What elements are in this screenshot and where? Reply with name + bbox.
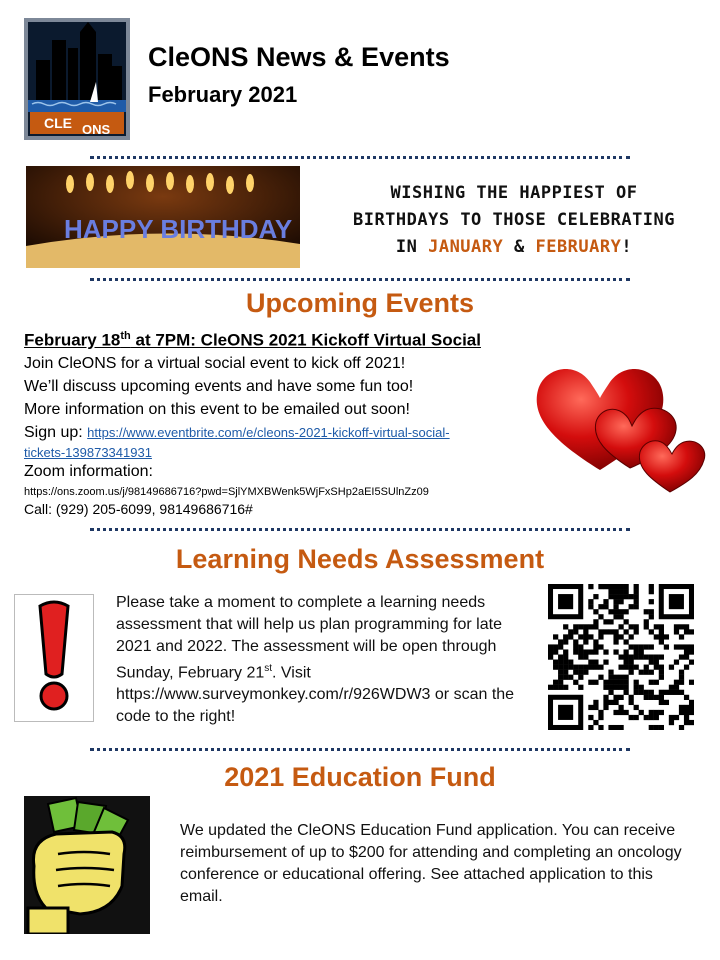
month-january: JANUARY xyxy=(428,237,504,257)
call-info: Call: (929) 205-6099, 98149686716# xyxy=(24,501,253,517)
divider xyxy=(90,278,630,281)
newsletter-date: February 2021 xyxy=(148,82,298,107)
birthday-line-2: BIRTHDAYS TO THOSE CELEBRATING xyxy=(352,210,676,230)
education-fund-heading: 2021 Education Fund xyxy=(224,762,496,792)
divider xyxy=(90,748,630,751)
education-fund-paragraph: We updated the CleONS Education Fund application. You can receive reimbursement of up to $200 for attending and completing an oncology conference or educational offering. See attached application to this email. xyxy=(180,822,682,905)
event-date: February 18 xyxy=(24,330,121,350)
signup-link[interactable]: https://www.eventbrite.com/e/cleons-2021-kickoff-virtual-social- xyxy=(87,425,450,440)
event-name: at 7PM: CleONS 2021 Kickoff Virtual Social xyxy=(130,330,481,350)
birthday-line-1: WISHING THE HAPPIEST OF xyxy=(390,183,638,203)
birthday-exclaim: ! xyxy=(621,237,633,257)
event-title xyxy=(24,330,481,351)
cleons-logo xyxy=(24,18,130,140)
zoom-url: https://ons.zoom.us/j/98149686716?pwd=SjlYMXBWenk5WjFxSHp2aEI5SUlnZz09 xyxy=(24,486,429,498)
qr-code[interactable] xyxy=(548,584,694,730)
month-february: FEBRUARY xyxy=(535,237,622,257)
upcoming-events-heading: Upcoming Events xyxy=(245,288,475,318)
birthday-line-3 xyxy=(318,234,710,261)
divider xyxy=(90,156,630,159)
exclamation-icon xyxy=(14,594,94,722)
learning-text-cont: . Visit https://www.surveymonkey.com/r/926WDW3 or scan the code to the right! xyxy=(116,664,515,726)
divider xyxy=(90,528,630,531)
svg-text:ONS: ONS xyxy=(82,122,111,137)
svg-text:HAPPY BIRTHDAY: HAPPY BIRTHDAY xyxy=(64,214,293,244)
event-date-suffix: th xyxy=(120,330,131,342)
birthday-message xyxy=(318,180,710,261)
birthday-cake-image xyxy=(26,166,300,268)
learning-date-suffix: st xyxy=(264,663,273,674)
learning-paragraph xyxy=(116,592,536,728)
event-line-3: More information on this event to be emailed out soon! xyxy=(24,401,410,418)
learning-text: Please take a moment to complete a learning needs assessment that will help us plan programming for late 2021 and 2022. The assessment will be open through Sunday, February 21 xyxy=(116,594,502,682)
signup-link-cont-row xyxy=(24,444,152,462)
signup-link-cont[interactable]: tickets-139873341931 xyxy=(24,445,152,460)
signup-label: Sign up: xyxy=(24,424,88,441)
hearts-image xyxy=(530,350,710,500)
svg-text:CLE: CLE xyxy=(44,115,72,131)
learning-needs-heading: Learning Needs Assessment xyxy=(175,544,545,574)
money-fist-icon xyxy=(24,796,150,934)
event-line-2: We’ll discuss upcoming events and have some fun too! xyxy=(24,378,414,395)
newsletter-title: CleONS News & Events xyxy=(148,42,450,72)
birthday-in: IN xyxy=(395,237,429,257)
zoom-label: Zoom information: xyxy=(24,463,153,480)
event-line-1: Join CleONS for a virtual social event to kick off 2021! xyxy=(24,355,406,372)
signup-row xyxy=(24,424,450,442)
birthday-amp: & xyxy=(503,237,536,257)
